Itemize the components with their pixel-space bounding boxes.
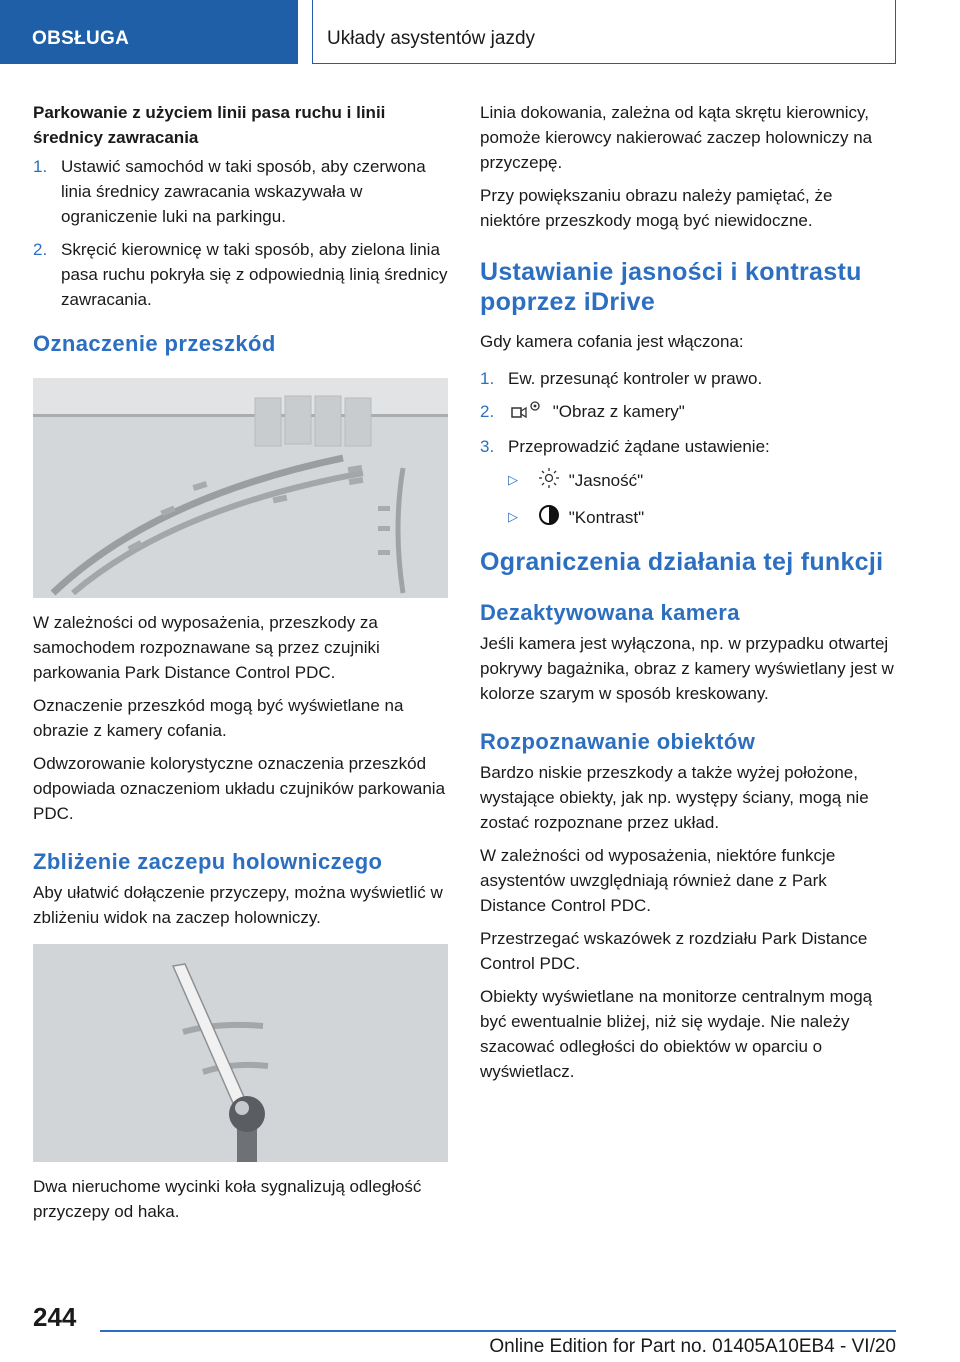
obstacle-marking-image bbox=[33, 378, 448, 598]
page-number: 244 bbox=[33, 1302, 77, 1332]
idrive-steps bbox=[480, 366, 895, 459]
hitch-paragraph: Aby ułatwić dołączenie przyczepy, można wyświetlić w zbliżeniu widok na zaczep holowniczy. bbox=[33, 883, 443, 927]
contrast-icon bbox=[538, 504, 560, 533]
parking-subheading: Parkowanie z użyciem linii pasa ruchu i linii średnicy zawracania bbox=[33, 103, 386, 147]
list-item bbox=[480, 434, 895, 459]
step-text: Ew. przesunąć kontroler w prawo. bbox=[508, 369, 763, 388]
obstacles-paragraph-2: Oznaczenie przeszkód mogą być wyświetlane na obrazie z kamery cofania. bbox=[33, 696, 404, 740]
camera-on-paragraph: Gdy kamera cofania jest włączona: bbox=[480, 332, 744, 351]
step-number: 2. bbox=[480, 402, 495, 421]
footer-divider bbox=[100, 1330, 896, 1332]
object-paragraph-2: W zależności od wyposażenia, niektóre funkcje asystentów uwzględniają również dane z Park Distance Control PDC. bbox=[480, 846, 836, 916]
parking-steps bbox=[33, 154, 448, 312]
step-number: 3. bbox=[480, 437, 495, 457]
step-number: 1. bbox=[33, 157, 48, 176]
list-item bbox=[33, 237, 448, 312]
option-label: "Kontrast" bbox=[568, 508, 645, 527]
list-item bbox=[33, 154, 448, 229]
object-paragraph-3: Przestrzegać wskazówek z rozdziału Park Distance Control PDC. bbox=[480, 929, 868, 974]
camera-settings-icon bbox=[510, 399, 544, 426]
right-column bbox=[480, 100, 895, 1092]
option-label: "Jasność" bbox=[568, 471, 644, 490]
hitch-illustration bbox=[33, 944, 448, 1162]
step-text: Skręcić kierownicę w taki sposób, aby zielona linia pasa ruchu pokryła się z odpowiednią linią średnicy zawracania. bbox=[61, 240, 448, 309]
camera-view-illustration bbox=[33, 378, 448, 598]
bullet-marker: ▷ bbox=[508, 509, 518, 525]
list-item bbox=[480, 366, 895, 391]
obstacles-paragraph-3: Odwzorowanie kolorystyczne oznaczenia przeszkód odpowiada oznaczeniom układu czujników parkowania PDC. bbox=[33, 754, 446, 823]
zoom-paragraph: Przy powiększaniu obrazu należy pamiętać, że niektóre przeszkody mogą być niewidoczne. bbox=[480, 186, 833, 230]
obstacles-paragraph-1: W zależności od wyposażenia, przeszkody za samochodem rozpoznawane są przez czujniki parkowania Park Distance Control PDC. bbox=[33, 613, 380, 682]
hitch-zoom-image bbox=[33, 944, 448, 1162]
step-text: "Obraz z kamery" bbox=[552, 402, 685, 421]
disabled-camera-heading: Dezaktywowana kamera bbox=[480, 600, 740, 626]
object-detection-heading: Rozpoznawanie obiektów bbox=[480, 729, 756, 755]
disabled-camera-paragraph: Jeśli kamera jest wyłączona, np. w przypadku otwartej pokrywy bagażnika, obraz z kamery wyświetlany jest w kolorze szarym w sposób kreskowany. bbox=[480, 634, 894, 704]
hitch-caption: Dwa nieruchome wycinki koła sygnalizują odległość przyczepy od haka. bbox=[33, 1177, 422, 1221]
chapter-title: Układy asystentów jazdy bbox=[312, 0, 896, 64]
section-tab: OBSŁUGA bbox=[0, 0, 298, 64]
adjust-options bbox=[480, 467, 895, 533]
sun-icon bbox=[538, 467, 560, 496]
step-text: Ustawić samochód w taki sposób, aby czerwona linia średnicy zawracania wskazywała w ograniczenie luki na parkingu. bbox=[61, 157, 426, 226]
limits-heading: Ograniczenia działania tej funkcji bbox=[480, 548, 884, 577]
list-item bbox=[508, 467, 895, 496]
step-number: 2. bbox=[33, 240, 48, 259]
list-item bbox=[480, 399, 895, 426]
step-text: Przeprowadzić żądane ustawienie: bbox=[508, 437, 770, 457]
brightness-heading: Ustawianie jasności i kontrastu poprzez iDrive bbox=[480, 258, 862, 316]
hitch-heading: Zbliżenie zaczepu holowniczego bbox=[33, 849, 383, 874]
obstacles-heading: Oznaczenie przeszkód bbox=[33, 331, 276, 356]
page-header bbox=[0, 0, 960, 66]
bullet-marker: ▷ bbox=[508, 472, 518, 488]
page-footer bbox=[0, 1290, 960, 1362]
list-item bbox=[508, 504, 895, 533]
edition-text: Online Edition for Part no. 01405A10EB4 - VI/20 bbox=[489, 1336, 896, 1357]
object-paragraph-4: Obiekty wyświetlane na monitorze centralnym mogą być ewentualnie bliżej, niż się wydaje. Nie należy szacować odległości do obiektów w oparciu o wyświetlacz. bbox=[480, 987, 873, 1082]
step-number: 1. bbox=[480, 369, 495, 388]
docking-paragraph: Linia dokowania, zależna od kąta skrętu kierownicy, pomoże kierowcy nakierować zaczep holowniczy na przyczepę. bbox=[480, 103, 873, 172]
object-paragraph-1: Bardzo niskie przeszkody a także wyżej położone, wystające obiekty, jak np. występy ściany, mogą nie zostać rozpoznane przez układ. bbox=[480, 763, 869, 833]
left-column bbox=[33, 100, 448, 1232]
